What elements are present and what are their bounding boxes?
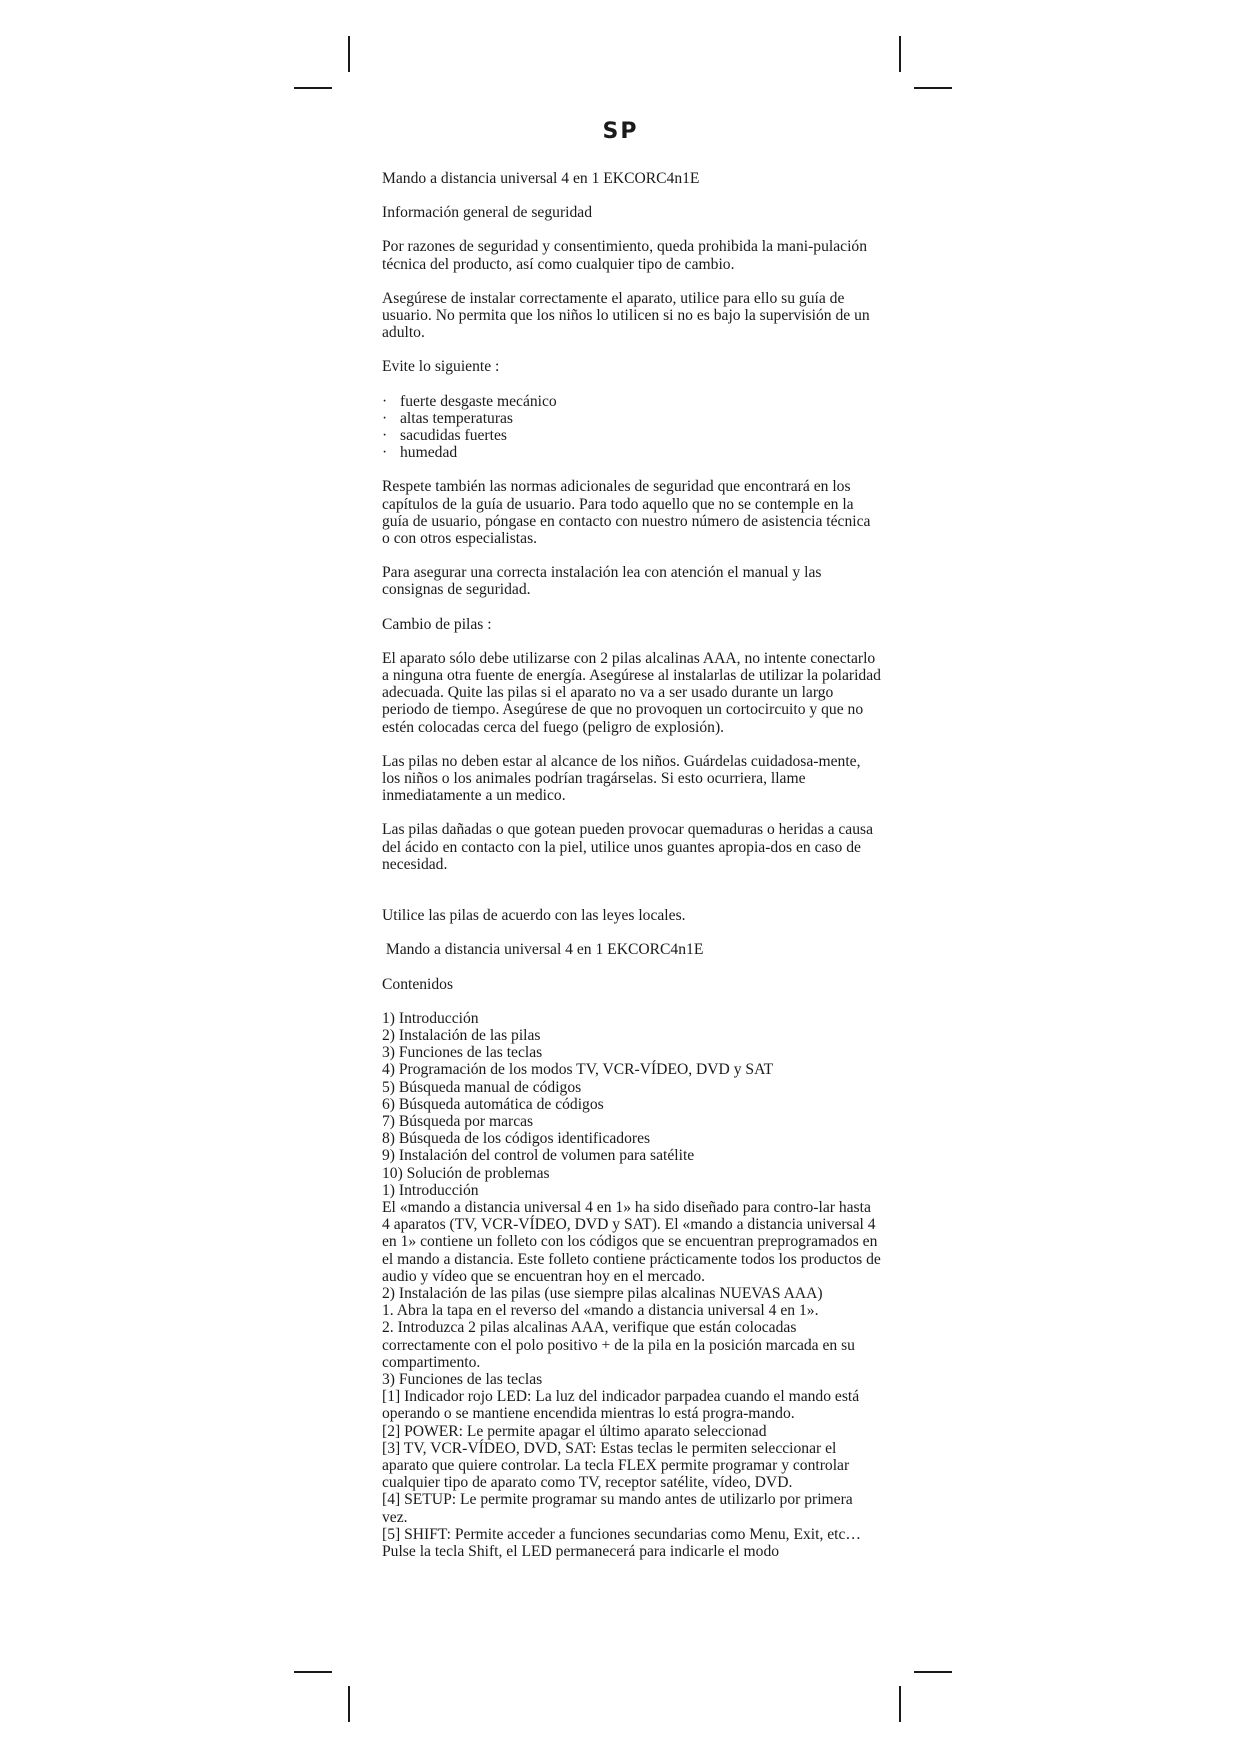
paragraph: Por razones de seguridad y consentimiento, queda prohibida la mani-pulación técnica del producto, así como cualquier tipo de cambio. [382, 238, 867, 273]
intro-heading: 1) Introducción [382, 1181, 479, 1199]
avoid-list [382, 393, 882, 462]
paragraph: Las pilas dañadas o que gotean pueden provocar quemaduras o heridas a causa del ácido en contacto con la piel, utilice unos guantes apropia-dos en caso de necesidad. [382, 821, 874, 873]
paragraph: [3] TV, VCR-VÍDEO, DVD, SAT: Estas teclas le permiten seleccionar el aparato que quiere controlar. La tecla FLEX permite programar y controlar cualquier tipo de aparato como TV, receptor satélite, vídeo, DVD. [382, 1439, 850, 1492]
list-item: 10) Solución de problemas [382, 1164, 550, 1182]
crop-mark-bottom-left-vertical [348, 1686, 350, 1722]
contents-heading: Contenidos [382, 975, 454, 993]
document-body [382, 170, 882, 1560]
paragraph: 2. Introduzca 2 pilas alcalinas AAA, verifique que están colocadas correctamente con el polo positivo + de la pila en la posición marcada en su compartimento. [382, 1319, 855, 1371]
list-item: 5) Búsqueda manual de códigos [382, 1078, 582, 1096]
list-item: 7) Búsqueda por marcas [382, 1112, 534, 1130]
list-item: 1) Introducción [382, 1009, 479, 1027]
paragraph: Asegúrese de instalar correctamente el aparato, utilice para ello su guía de usuario. No permita que los niños lo utilicen si no es bajo la supervisión de un adulto. [382, 289, 870, 342]
paragraph: [2] POWER: Le permite apagar el último aparato seleccionad [382, 1422, 767, 1440]
list-item: 9) Instalación del control de volumen para satélite [382, 1147, 695, 1165]
paragraph: 1. Abra la tapa en el reverso del «mando a distancia universal 4 en 1». [382, 1302, 819, 1320]
list-item: · humedad [382, 444, 882, 461]
paragraph: Para asegurar una correcta instalación lea con atención el manual y las consignas de seguridad. [382, 564, 822, 599]
install-heading: 2) Instalación de las pilas (use siempre pilas alcalinas NUEVAS AAA) [382, 1284, 823, 1302]
paragraph: [4] SETUP: Le permite programar su mando antes de utilizarlo por primera vez. [382, 1491, 853, 1526]
paragraph: [5] SHIFT: Permite acceder a funciones secundarias como Menu, Exit, etc… Pulse la tecla Shift, el LED permanecerá para indicarle el modo [382, 1525, 862, 1560]
crop-mark-top-left-horizontal [294, 87, 332, 89]
keys-heading: 3) Funciones de las teclas [382, 1370, 543, 1388]
paragraph: [1] Indicador rojo LED: La luz del indicador parpadea cuando el mando está operando o se mantiene encendida mientras lo está progra-mando. [382, 1388, 860, 1423]
list-item: 3) Funciones de las teclas [382, 1044, 543, 1062]
battery-heading: Cambio de pilas : [382, 615, 492, 633]
list-item: 8) Búsqueda de los códigos identificadores [382, 1130, 651, 1148]
language-code: SP [602, 119, 639, 144]
crop-mark-bottom-right-horizontal [914, 1671, 952, 1673]
list-item: 4) Programación de los modos TV, VCR-VÍDEO, DVD y SAT [382, 1061, 774, 1079]
paragraph: Respete también las normas adicionales de seguridad que encontrará en los capítulos de la guía de usuario. Para todo aquello que no se contemple en la guía de usuario, póngase en contacto con nuestro número de asistencia técnica o con otros especialistas. [382, 478, 871, 548]
crop-mark-bottom-right-vertical [899, 1686, 901, 1722]
safety-heading: Información general de seguridad [382, 204, 592, 222]
crop-mark-top-left-vertical [348, 36, 350, 72]
paragraph: El «mando a distancia universal 4 en 1» ha sido diseñado para contro-lar hasta 4 aparatos (TV, VCR-VÍDEO, DVD y SAT). El «mando a distancia universal 4 en 1» contiene un folleto con los códigos que se encuentran preprogramados en el mando a distancia. Este folleto contiene prácticamente todos los productos de audio y vídeo que se encuentran hoy en el mercado. [382, 1198, 881, 1285]
list-item: · altas temperaturas [382, 410, 882, 427]
list-item: · sacudidas fuertes [382, 427, 882, 444]
list-item: 6) Búsqueda automática de códigos [382, 1095, 604, 1113]
paragraph: Las pilas no deben estar al alcance de los niños. Guárdelas cuidadosa-mente, los niños o los animales podrían tragárselas. Si esto ocurriera, llame inmediatamente a un medico. [382, 752, 861, 805]
document-title: Mando a distancia universal 4 en 1 EKCORC4n1E [382, 170, 700, 187]
contents-list [382, 1010, 882, 1182]
list-item: 2) Instalación de las pilas [382, 1026, 541, 1044]
avoid-heading: Evite lo siguiente : [382, 358, 500, 376]
paragraph: Utilice las pilas de acuerdo con las leyes locales. [382, 907, 686, 925]
list-item: · fuerte desgaste mecánico [382, 393, 882, 410]
crop-mark-bottom-left-horizontal [294, 1671, 332, 1673]
crop-mark-top-right-vertical [899, 36, 901, 72]
document-title-repeat: Mando a distancia universal 4 en 1 EKCORC4n1E [382, 941, 704, 959]
crop-mark-top-right-horizontal [914, 87, 952, 89]
paragraph: El aparato sólo debe utilizarse con 2 pilas alcalinas AAA, no intente conectarlo a ninguna otra fuente de energía. Asegúrese al instalarlas de utilizar la polaridad adecuada. Quite las pilas si el aparato no va a ser usado durante un largo periodo de tiempo. Asegúrese de que no provoquen un cortocircuito y que no estén colocadas cerca del fuego (peligro de explosión). [382, 649, 881, 736]
